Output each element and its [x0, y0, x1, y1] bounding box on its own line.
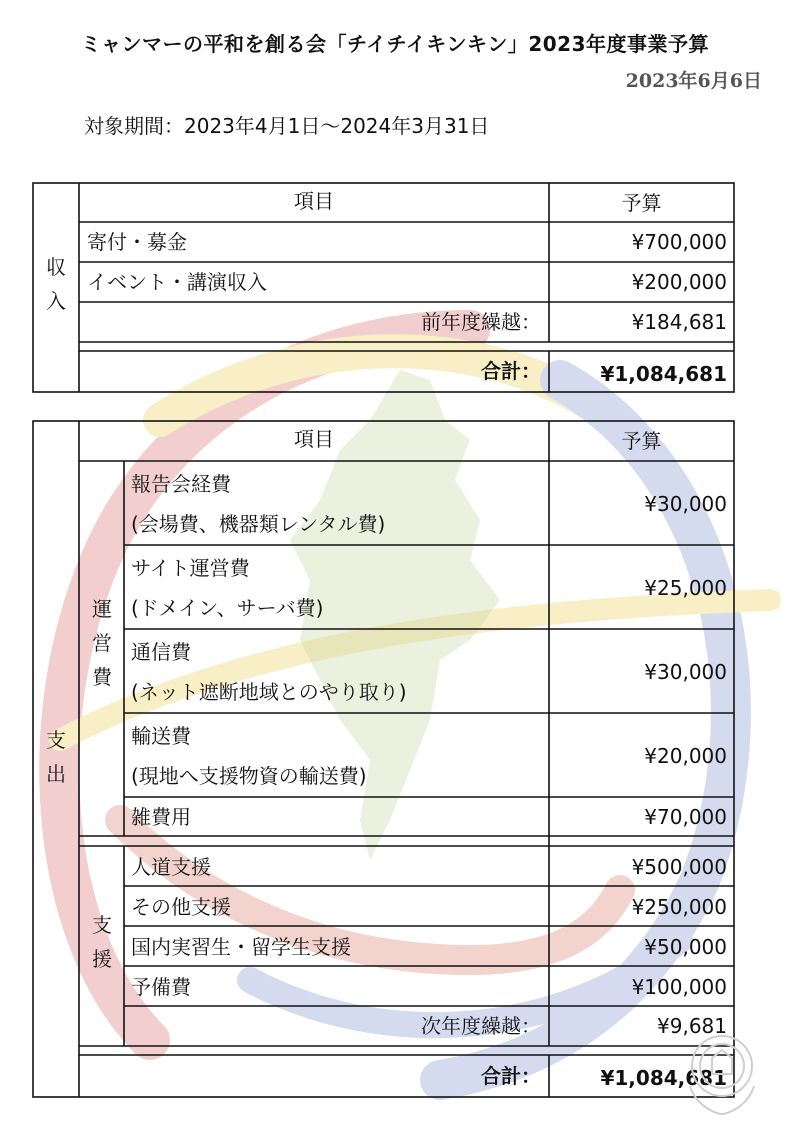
support-row-amount: ¥50,000: [644, 935, 727, 959]
operating-row-amount: ¥25,000: [644, 576, 727, 600]
expense-carryover-amount: ¥9,681: [657, 1014, 727, 1038]
income-row-amount: ¥700,000: [631, 230, 727, 254]
operating-row-item: 報告会経費: [131, 472, 231, 496]
expense-carryover-label: 次年度繰越：: [421, 1014, 541, 1038]
operating-row-note: (ドメイン、サーバ費): [131, 596, 324, 620]
support-row-amount: ¥100,000: [631, 975, 727, 999]
expense-total-amount: ¥1,084,681: [600, 1066, 727, 1090]
operating-row-amount: ¥70,000: [644, 805, 727, 829]
income-col-budget-header: 予算: [621, 191, 662, 215]
operating-row-item: 輸送費: [131, 724, 191, 748]
operating-group-label: 運 営 費: [92, 597, 112, 689]
income-row-item: 寄付・募金: [87, 230, 187, 254]
page-title: ミャンマーの平和を創る会「チイチイキンキン」2023年度事業予算: [80, 32, 710, 56]
income-row-item: イベント・講演収入: [87, 270, 267, 294]
document-date: 2023年6月6日: [625, 70, 762, 92]
income-total-label: 合計：: [481, 359, 541, 383]
operating-row-note: (ネット遮断地域とのやり取り): [131, 680, 407, 704]
support-row-amount: ¥500,000: [631, 855, 727, 879]
operating-row-amount: ¥30,000: [644, 492, 727, 516]
operating-row-amount: ¥20,000: [644, 744, 727, 768]
expense-col-item-header: 項目: [294, 427, 334, 451]
operating-row-note: (現地へ支援物資の輸送費): [131, 764, 367, 788]
operating-row-item: 雑費用: [131, 805, 191, 829]
income-total-amount: ¥1,084,681: [600, 362, 727, 386]
income-carryover-amount: ¥184,681: [631, 310, 727, 334]
income-carryover-label: 前年度繰越：: [421, 310, 541, 334]
operating-row-item: 通信費: [131, 640, 191, 664]
target-period: 対象期間：2023年4月1日〜2024年3月31日: [84, 114, 490, 138]
expense-section-label: 支 出: [46, 728, 66, 786]
support-row-item: 人道支援: [131, 855, 211, 879]
support-row-item: 予備費: [131, 975, 191, 999]
operating-row-item: サイト運営費: [131, 556, 250, 580]
income-row-amount: ¥200,000: [631, 270, 727, 294]
support-row-item: 国内実習生・留学生支援: [131, 935, 351, 959]
support-group-label: 支 援: [92, 913, 112, 971]
income-col-item-header: 項目: [294, 189, 334, 213]
expense-col-budget-header: 予算: [621, 429, 662, 453]
income-section-label: 収 入: [46, 255, 66, 313]
operating-row-amount: ¥30,000: [644, 660, 727, 684]
support-row-item: その他支援: [131, 895, 231, 919]
operating-row-note: (会場費、機器類レンタル費): [131, 512, 386, 536]
support-row-amount: ¥250,000: [631, 895, 727, 919]
seal-icon: [676, 1026, 768, 1118]
expense-total-label: 合計：: [481, 1064, 541, 1088]
